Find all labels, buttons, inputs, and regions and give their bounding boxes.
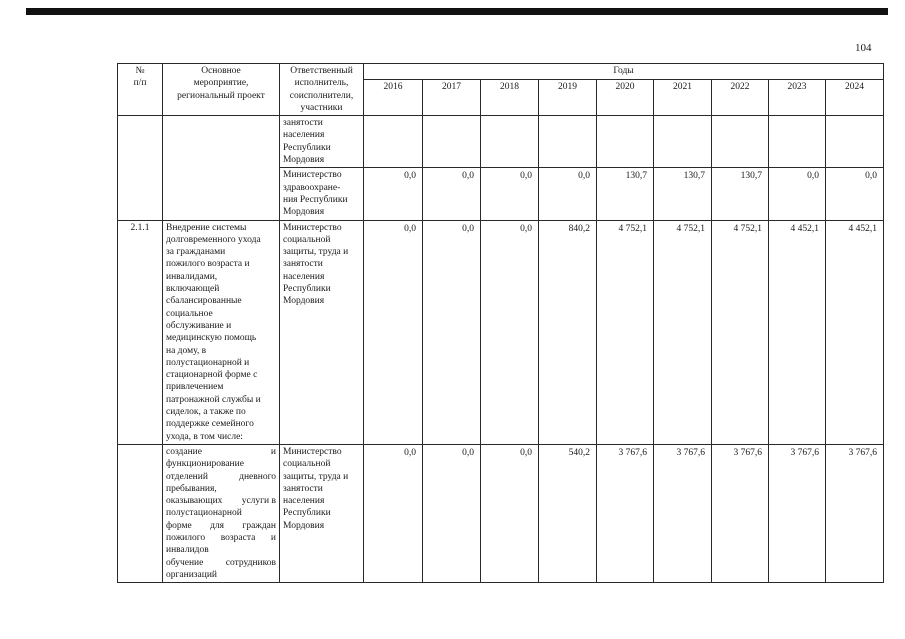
header-responsible: Ответственный исполнитель, соисполнители, участники [280, 64, 364, 116]
value-cell: 130,7 [654, 168, 712, 220]
row-responsible: занятости населения Республики Мордовия [280, 116, 364, 168]
table-row [118, 116, 884, 168]
header-year: 2022 [712, 79, 769, 116]
value-cell: 0,0 [423, 444, 481, 582]
value-cell: 3 767,6 [654, 444, 712, 582]
row-event: Внедрение системы долговременного ухода за гражданами пожилого возраста и инвалидами, включающей сбалансированные социальное обслуживание и медицинскую помощь на дому, в полустационарной и стационарной форме с привлечением патронажной службы и сиделок, а также по поддержке семейного ухода, в том числе: [163, 220, 280, 444]
header-year: 2017 [423, 79, 481, 116]
header-year: 2021 [654, 79, 712, 116]
value-cell: 3 767,6 [712, 444, 769, 582]
row-responsible: Министерство здравоохране- ния Республики Мордовия [280, 168, 364, 220]
value-cell: 130,7 [712, 168, 769, 220]
header-year: 2018 [481, 79, 539, 116]
table-row [118, 444, 884, 582]
row-event: создание и функционирование отделений дневного пребывания, оказывающих услуги в полустационарной форме для граждан пожилого возраста и инвалидов обучение сотрудников организаций [163, 444, 280, 582]
value-cell: 130,7 [597, 168, 654, 220]
row-num [118, 116, 163, 220]
value-cell: 0,0 [769, 168, 826, 220]
row-num [118, 444, 163, 582]
table-row [118, 220, 884, 444]
page-top-border [26, 8, 888, 15]
row-responsible: Министерство социальной защиты, труда и занятости населения Республики Мордовия [280, 220, 364, 444]
header-year: 2024 [826, 79, 884, 116]
value-cell: 0,0 [826, 168, 884, 220]
value-cell: 0,0 [539, 168, 597, 220]
value-cell: 840,2 [539, 220, 597, 444]
value-cell: 540,2 [539, 444, 597, 582]
row-responsible: Министерство социальной защиты, труда и занятости населения Республики Мордовия [280, 444, 364, 582]
value-cell: 0,0 [364, 444, 423, 582]
header-years: Годы [364, 64, 884, 80]
header-year: 2023 [769, 79, 826, 116]
page-number: 104 [855, 42, 872, 54]
value-cell: 4 752,1 [654, 220, 712, 444]
value-cell: 4 752,1 [597, 220, 654, 444]
value-cell: 4 752,1 [712, 220, 769, 444]
value-cell: 3 767,6 [597, 444, 654, 582]
value-cell: 0,0 [423, 220, 481, 444]
header-num: № п/п [118, 64, 163, 116]
value-cell: 0,0 [423, 168, 481, 220]
value-cell: 0,0 [481, 220, 539, 444]
value-cell: 3 767,6 [826, 444, 884, 582]
header-event: Основное мероприятие, региональный проект [163, 64, 280, 116]
value-cell: 0,0 [364, 220, 423, 444]
header-year: 2020 [597, 79, 654, 116]
header-year: 2019 [539, 79, 597, 116]
row-event [163, 116, 280, 220]
value-cell: 4 452,1 [769, 220, 826, 444]
value-cell: 3 767,6 [769, 444, 826, 582]
value-cell: 4 452,1 [826, 220, 884, 444]
header-year: 2016 [364, 79, 423, 116]
row-num: 2.1.1 [118, 220, 163, 444]
value-cell: 0,0 [364, 168, 423, 220]
value-cell: 0,0 [481, 444, 539, 582]
value-cell: 0,0 [481, 168, 539, 220]
budget-table [117, 63, 884, 583]
